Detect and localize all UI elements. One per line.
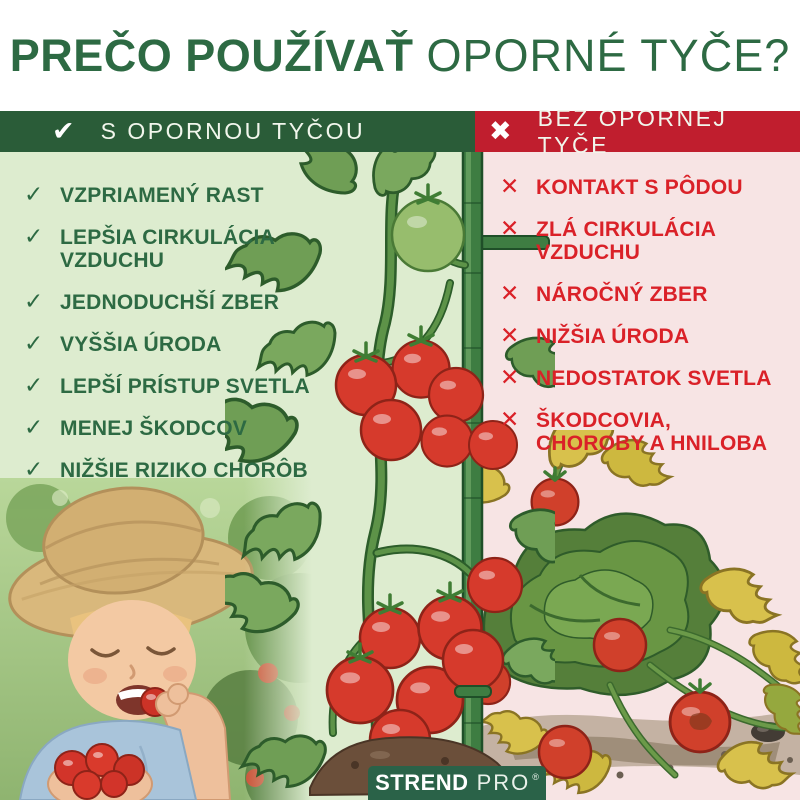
drawback-text: ŠKODCOVIA, CHOROBY A HNILOBA — [536, 409, 768, 455]
cross-icon: ✕ — [500, 216, 520, 242]
strend-pro-logo — [368, 766, 546, 800]
benefit-item — [24, 226, 324, 272]
benefit-item — [24, 184, 324, 207]
page-title — [0, 0, 800, 111]
drawback-item — [500, 176, 792, 199]
cross-icon: ✕ — [500, 407, 520, 433]
benefit-item — [24, 459, 324, 482]
drawback-item — [500, 409, 792, 455]
drawbacks-list — [500, 176, 792, 455]
drawback-item — [500, 218, 792, 264]
benefit-text: NIŽŠIE RIZIKO CHORÔB — [60, 459, 308, 482]
benefit-item — [24, 375, 324, 398]
benefit-text: LEPŠÍ PRÍSTUP SVETLA — [60, 375, 310, 398]
drawback-text: NÁROČNÝ ZBER — [536, 283, 708, 306]
without-stake-header — [475, 104, 800, 158]
benefit-item — [24, 333, 324, 356]
logo-brand-text: STREND — [375, 770, 469, 795]
cross-icon: ✕ — [500, 281, 520, 307]
cross-icon: ✕ — [500, 323, 520, 349]
title-part-light: OPORNÉ TYČE? — [426, 29, 791, 81]
without-stake-header-label: BEZ OPORNEJ TYČE — [537, 104, 728, 158]
check-icon: ✓ — [24, 415, 44, 441]
benefit-text: JEDNODUCHŠÍ ZBER — [60, 291, 280, 314]
check-icon: ✔ — [52, 116, 75, 147]
drawback-item — [500, 367, 792, 390]
cross-icon: ✕ — [500, 174, 520, 200]
with-stake-header — [0, 111, 475, 152]
cross-icon: ✖ — [489, 116, 512, 147]
check-icon: ✓ — [24, 289, 44, 315]
drawback-text: ZLÁ CIRKULÁCIA VZDUCHU — [536, 218, 717, 264]
stake-tie — [455, 686, 491, 697]
cross-icon: ✕ — [500, 365, 520, 391]
check-icon: ✓ — [24, 373, 44, 399]
registered-trademark-icon: ® — [532, 772, 539, 782]
check-icon: ✓ — [24, 457, 44, 483]
logo-product-text: PRO — [476, 770, 531, 795]
check-icon: ✓ — [24, 331, 44, 357]
benefit-item — [24, 291, 324, 314]
benefit-item — [24, 417, 324, 440]
benefit-text: VZPRIAMENÝ RAST — [60, 184, 264, 207]
benefit-text: MENEJ ŠKODCOV — [60, 417, 247, 440]
with-stake-header-label: S OPORNOU TYČOU — [100, 118, 366, 144]
drawback-item — [500, 283, 792, 306]
drawback-text: NEDOSTATOK SVETLA — [536, 367, 772, 390]
benefit-text: LEPŠIA CIRKULÁCIA VZDUCHU — [60, 226, 275, 272]
check-icon: ✓ — [24, 182, 44, 208]
check-icon: ✓ — [24, 224, 44, 250]
drawback-item — [500, 325, 792, 348]
drawback-text: KONTAKT S PÔDOU — [536, 176, 743, 199]
red-tomato-cluster-upper — [336, 327, 517, 469]
green-tomato — [392, 185, 464, 271]
benefits-list — [24, 184, 324, 482]
benefit-text: VYŠŠIA ÚRODA — [60, 333, 222, 356]
drawback-text: NIŽŠIA ÚRODA — [536, 325, 690, 348]
title-part-bold: PREČO POUŽÍVAŤ — [9, 29, 414, 81]
